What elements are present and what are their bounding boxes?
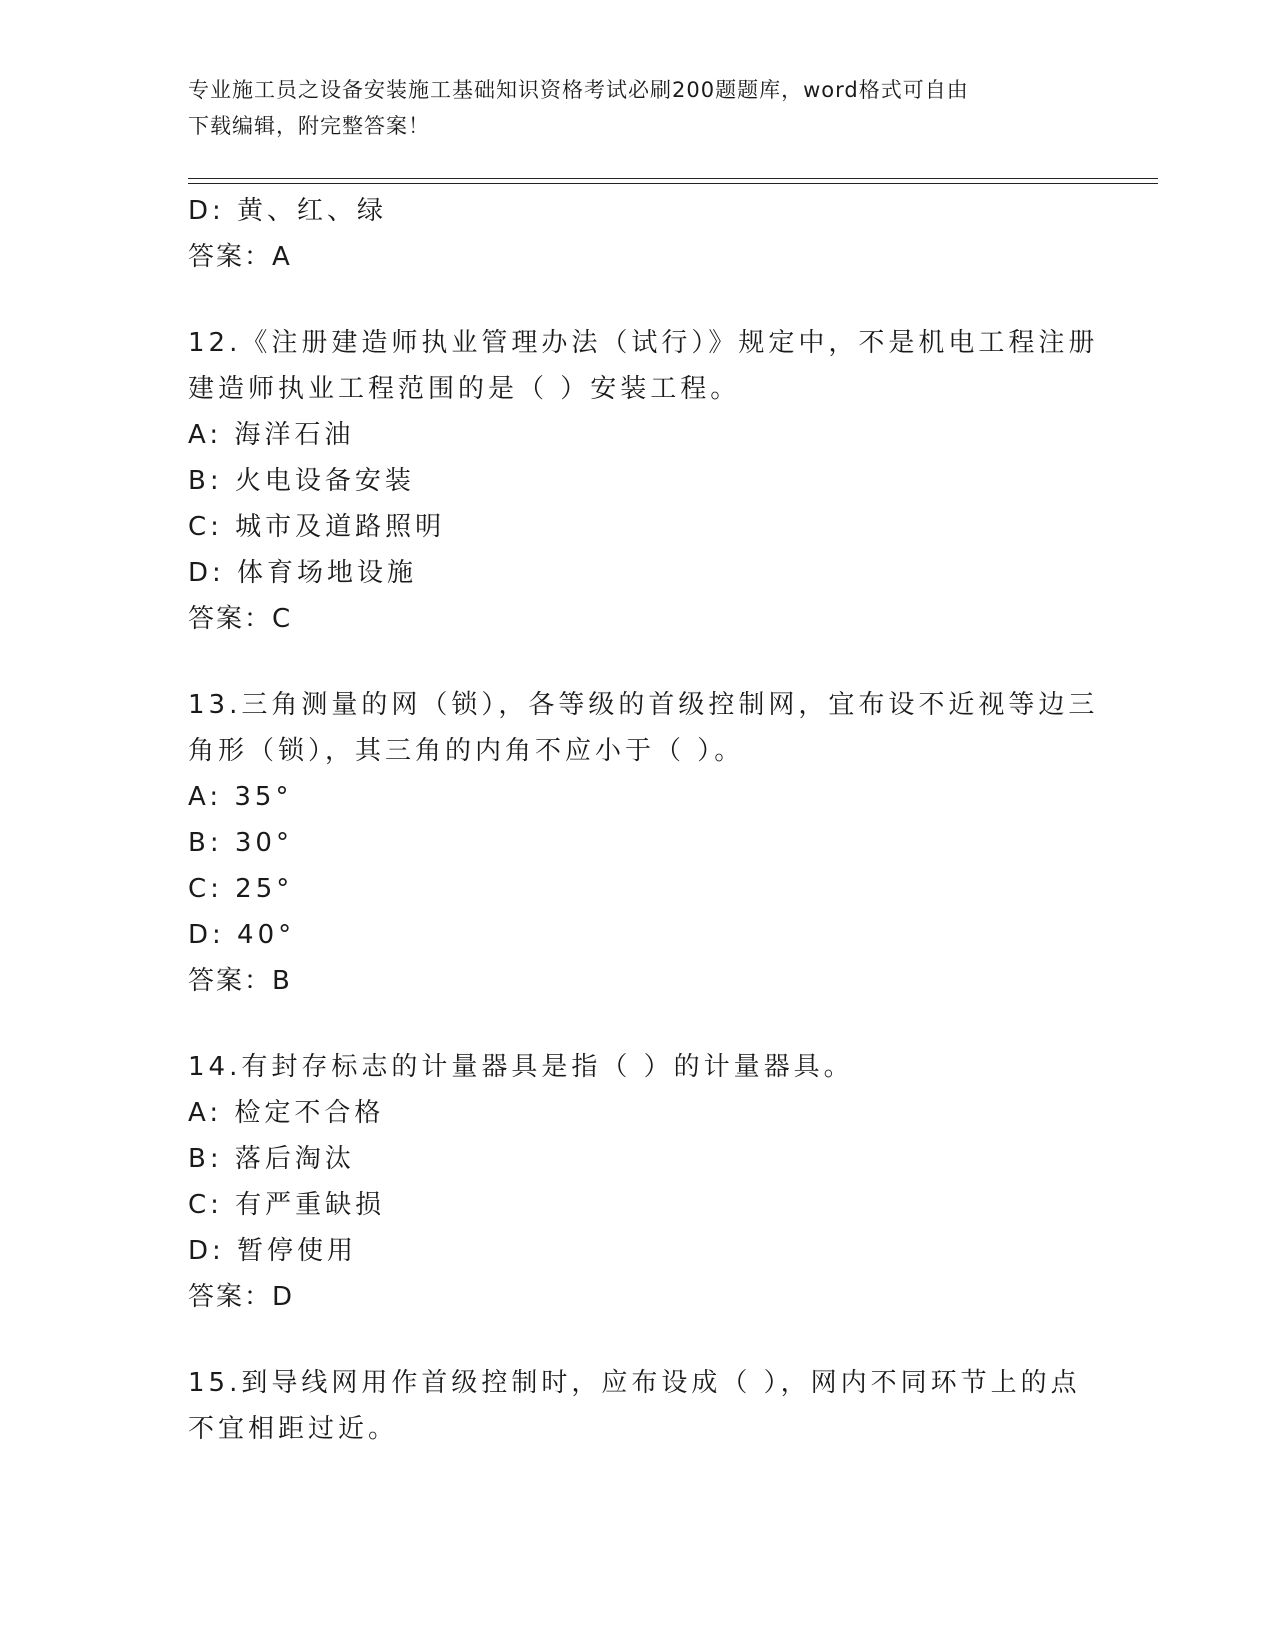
document-header — [188, 72, 1068, 144]
option-a: A: 海洋石油 — [188, 420, 355, 450]
question-12 — [188, 320, 1099, 642]
option-b: B: 落后淘汰 — [188, 1144, 355, 1174]
option-d: D: 40° — [188, 920, 296, 950]
question-stem-line-1: 14.有封存标志的计量器具是指（ ）的计量器具。 — [188, 1052, 854, 1082]
option-c: C: 城市及道路照明 — [188, 512, 446, 542]
question-stem-line-2: 不宜相距过近。 — [188, 1414, 399, 1444]
option-d: D: 黄、红、绿 — [188, 196, 388, 226]
option-d: D: 暂停使用 — [188, 1236, 358, 1266]
question-stem-line-2: 建造师执业工程范围的是（ ）安装工程。 — [188, 374, 741, 404]
option-a: A: 检定不合格 — [188, 1098, 385, 1128]
option-d: D: 体育场地设施 — [188, 558, 418, 588]
previous-question-tail — [188, 188, 1088, 280]
question-stem-line-1: 15.到导线网用作首级控制时，应布设成（ ），网内不同环节上的点 — [188, 1368, 1081, 1398]
option-b: B: 火电设备安装 — [188, 466, 415, 496]
option-c: C: 有严重缺损 — [188, 1190, 386, 1220]
header-title-line-2: 下载编辑，附完整答案！ — [188, 114, 430, 138]
option-a: A: 35° — [188, 782, 293, 812]
question-14 — [188, 1044, 1088, 1320]
question-stem-line-1: 12.《注册建造师执业管理办法（试行）》规定中，不是机电工程注册 — [188, 328, 1099, 358]
header-title-line-1: 专业施工员之设备安装施工基础知识资格考试必刷200题题库，word格式可自由 — [188, 78, 969, 102]
header-divider-top — [188, 178, 1158, 179]
answer-line: 答案：C — [188, 604, 293, 634]
question-stem-line-1: 13.三角测量的网（锁），各等级的首级控制网，宜布设不近视等边三 — [188, 690, 1099, 720]
answer-line: 答案：B — [188, 966, 292, 996]
answer-line: 答案：D — [188, 1282, 295, 1312]
question-stem-line-2: 角形（锁），其三角的内角不应小于（ ）。 — [188, 736, 745, 766]
question-list — [188, 188, 1099, 1452]
answer-line: 答案：A — [188, 242, 292, 272]
option-c: C: 25° — [188, 874, 294, 904]
option-b: B: 30° — [188, 828, 293, 858]
header-divider-bottom — [188, 183, 1158, 184]
question-13 — [188, 682, 1099, 1004]
question-15 — [188, 1360, 1088, 1452]
